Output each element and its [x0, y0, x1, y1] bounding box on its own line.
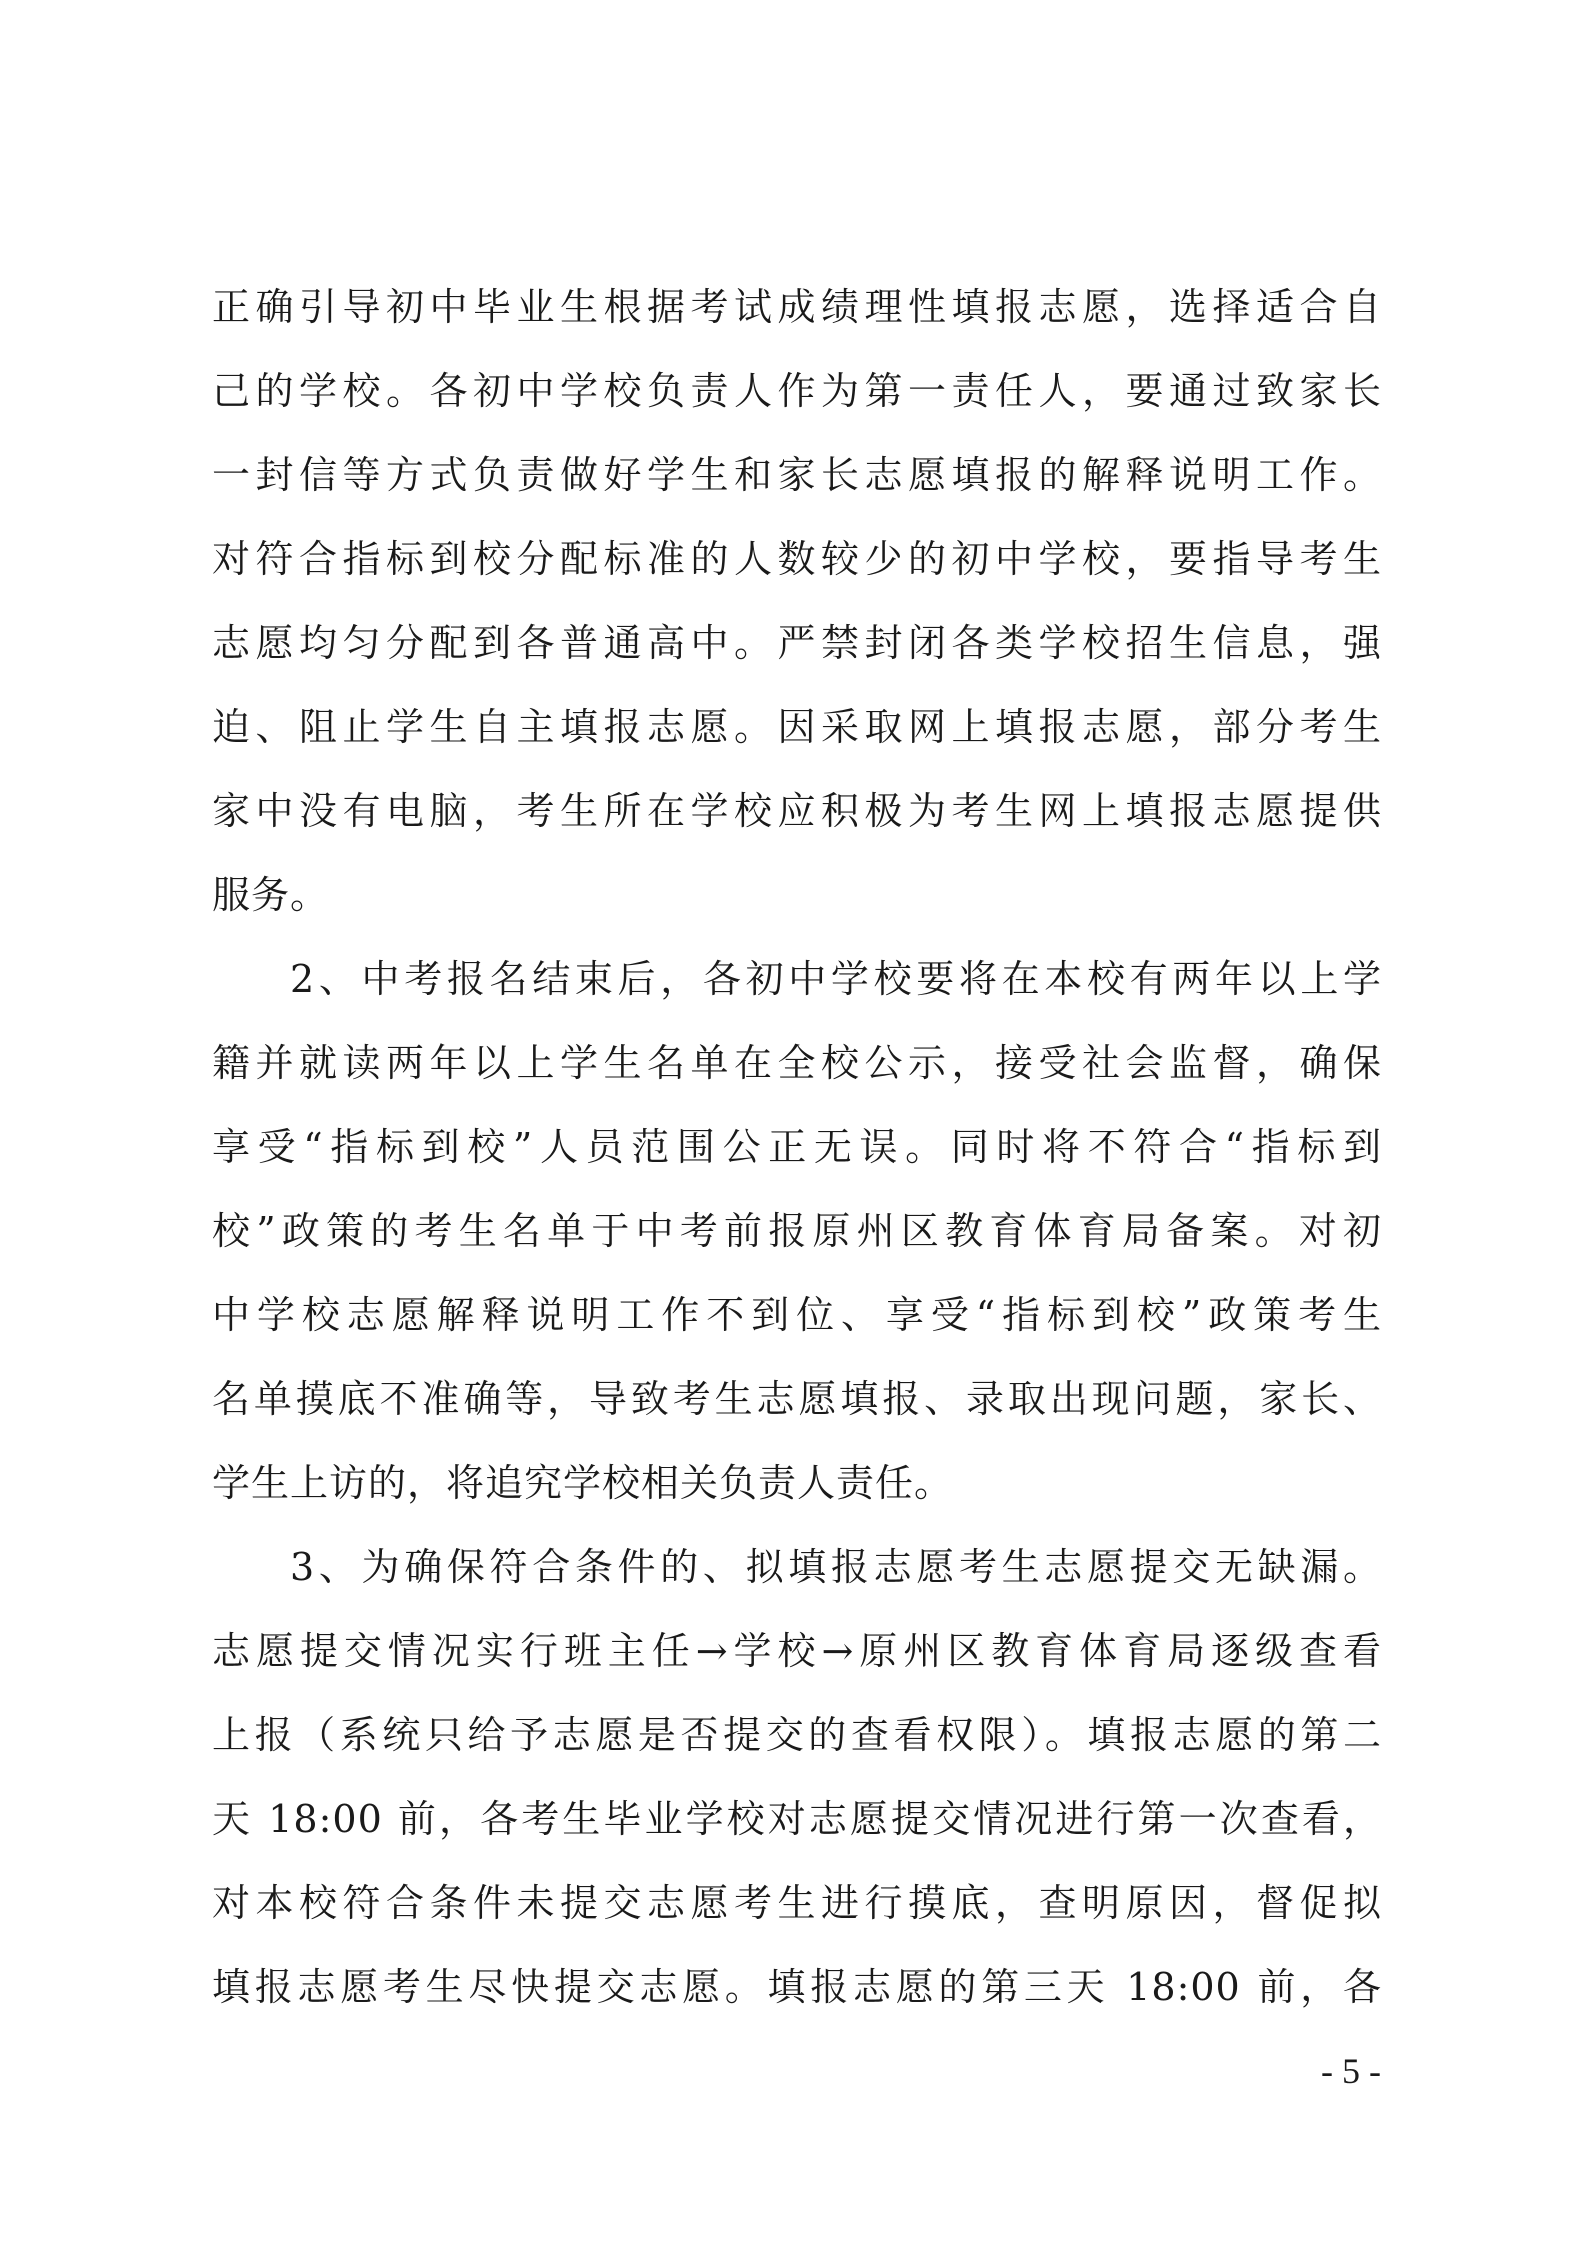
- text-line: 对本校符合条件未提交志愿考生进行摸底，查明原因，督促拟: [212, 1881, 1382, 1925]
- text-line: 志愿均匀分配到各普通高中。严禁封闭各类学校招生信息，强: [212, 621, 1382, 665]
- text-line: 名单摸底不准确等，导致考生志愿填报、录取出现问题，家长、: [212, 1377, 1382, 1421]
- text-line: 迫、阻止学生自主填报志愿。因采取网上填报志愿，部分考生: [212, 705, 1382, 749]
- text-line: 志愿提交情况实行班主任→学校→原州区教育体育局逐级查看: [212, 1629, 1382, 1673]
- text-line: 一封信等方式负责做好学生和家长志愿填报的解释说明工作。: [212, 453, 1382, 497]
- text-line: 3、为确保符合条件的、拟填报志愿考生志愿提交无缺漏。: [290, 1545, 1382, 1589]
- text-line: 上报（系统只给予志愿是否提交的查看权限）。填报志愿的第二: [212, 1713, 1382, 1757]
- page-number: - 5 -: [1321, 2051, 1381, 2091]
- text-line: 2、中考报名结束后，各初中学校要将在本校有两年以上学: [290, 957, 1382, 1001]
- text-line: 享受“指标到校”人员范围公正无误。同时将不符合“指标到: [212, 1125, 1382, 1169]
- body-text: [212, 265, 1382, 2029]
- text-line: 学生上访的，将追究学校相关负责人责任。: [212, 1461, 954, 1505]
- text-line: 填报志愿考生尽快提交志愿。填报志愿的第三天 18:00 前，各: [212, 1965, 1382, 2009]
- text-line: 对符合指标到校分配标准的人数较少的初中学校，要指导考生: [212, 537, 1382, 581]
- text-line: 正确引导初中毕业生根据考试成绩理性填报志愿，选择适合自: [212, 285, 1382, 329]
- text-line: 天 18:00 前，各考生毕业学校对志愿提交情况进行第一次查看，: [212, 1797, 1382, 1841]
- text-line: 家中没有电脑，考生所在学校应积极为考生网上填报志愿提供: [212, 789, 1382, 833]
- text-line: 籍并就读两年以上学生名单在全校公示，接受社会监督，确保: [212, 1041, 1382, 1085]
- text-line: 校”政策的考生名单于中考前报原州区教育体育局备案。对初: [212, 1209, 1382, 1253]
- text-line: 中学校志愿解释说明工作不到位、享受“指标到校”政策考生: [212, 1293, 1382, 1337]
- text-line: 己的学校。各初中学校负责人作为第一责任人，要通过致家长: [212, 369, 1382, 413]
- text-line: 服务。: [212, 873, 330, 917]
